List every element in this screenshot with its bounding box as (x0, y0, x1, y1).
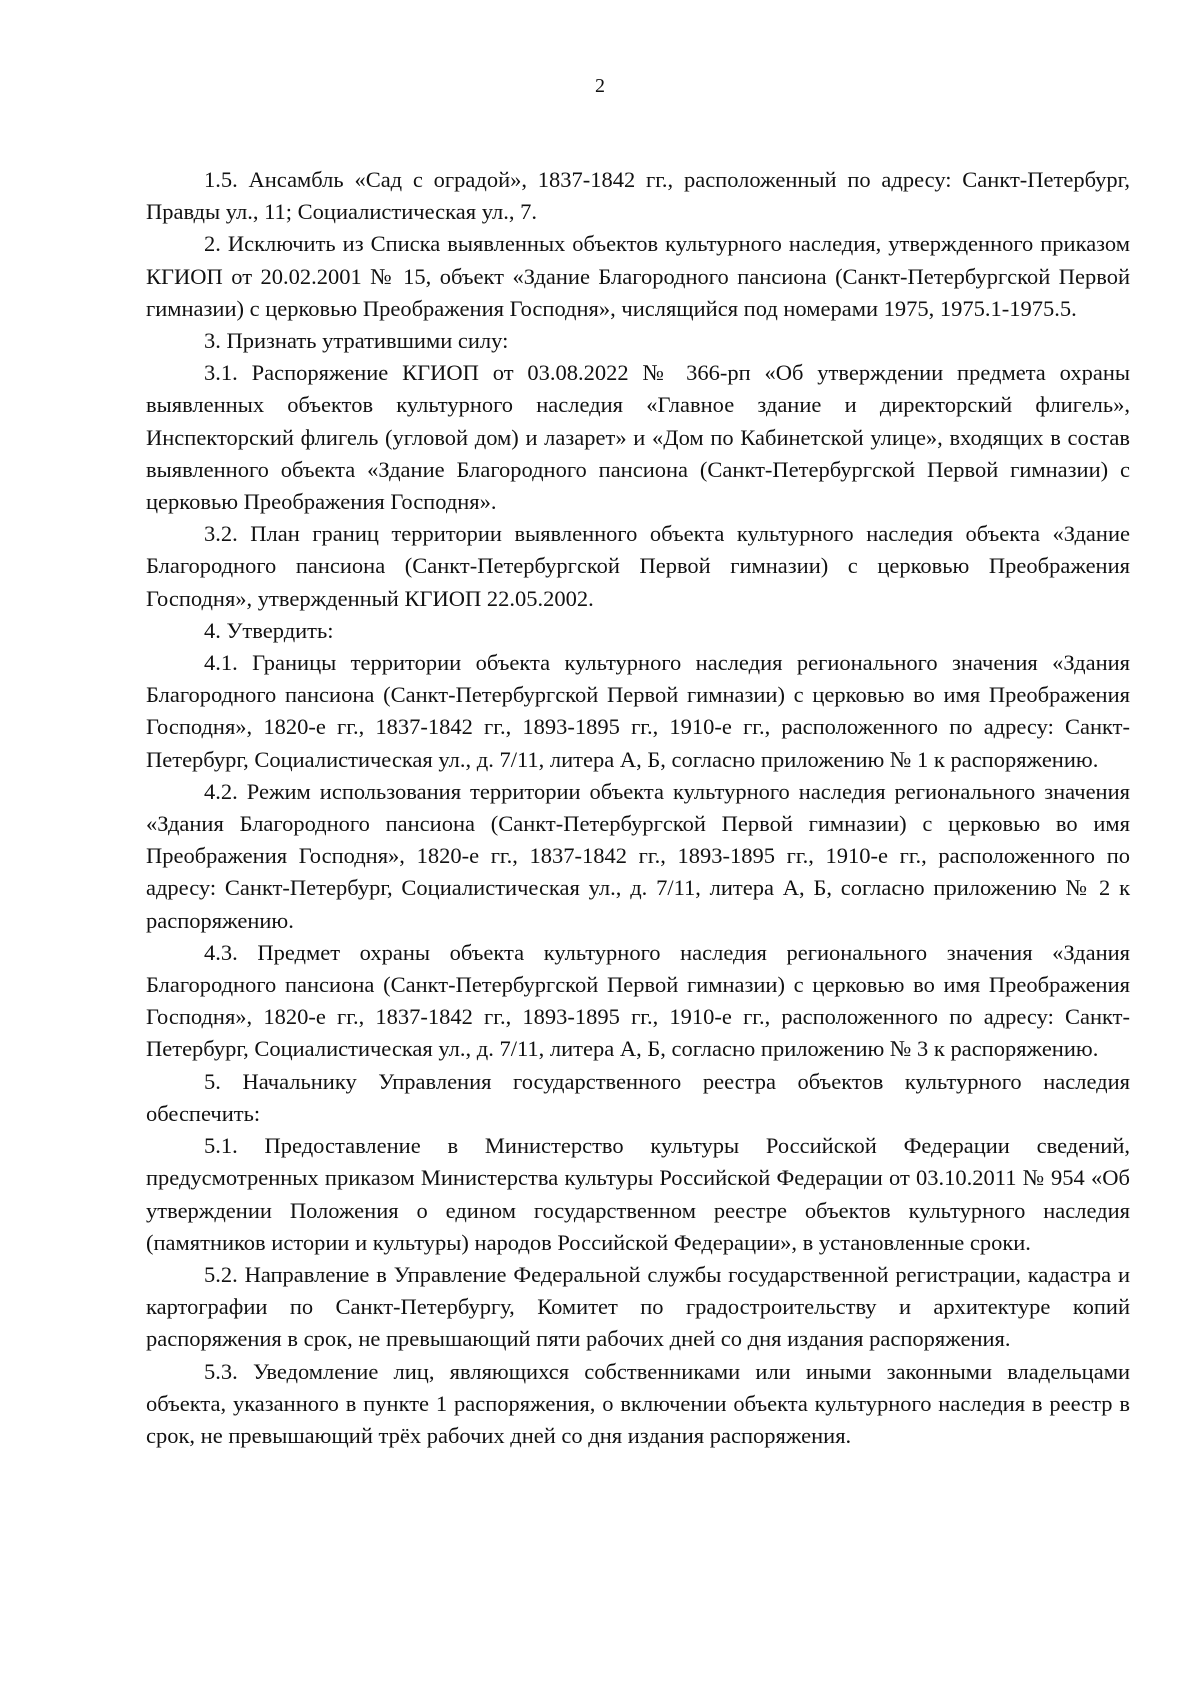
paragraph-3-2: 3.2. План границ территории выявленного объекта культурного наследия объекта «Здание Благородного пансиона (Санкт-Петербургской Первой гимназии) с церковью Преображения Господня», утвержденный КГИОП 22.05.2002. (146, 521, 1130, 611)
paragraph-5-2: 5.2. Направление в Управление Федеральной службы государственной регистрации, кадастра и картографии по Санкт-Петербургу, Комитет по градостроительству и архитектуре копий распоряжения в срок, не превышающий пяти рабочих дней со дня издания распоряжения. (146, 1261, 1130, 1352)
document-body (146, 164, 1130, 1452)
paragraph-5-1: 5.1. Предоставление в Министерство культуры Российской Федерации сведений, предусмотренных приказом Министерства культуры Российской Федерации от 03.10.2011 № 954 «Об утверждении Положения о едином государственном реестре объектов культурного наследия (памятников истории и культуры) народов Российской Федерации», в установленные сроки. (146, 1133, 1130, 1255)
paragraph-4-3: 4.3. Предмет охраны объекта культурного наследия регионального значения «Здания Благородного пансиона (Санкт-Петербургской Первой гимназии) с церковью во имя Преображения Господня», 1820-е гг., 1837-1842 гг., 1893-1895 гг., 1910-е гг., расположенного по адресу: Санкт-Петербург, Социалистическая ул., д. 7/11, литера А, Б, согласно приложению № 3 к распоряжению. (146, 939, 1130, 1062)
paragraph-3-1: 3.1. Распоряжение КГИОП от 03.08.2022 № 366-рп «Об утверждении предмета охраны выявленных объектов культурного наследия «Главное здание и директорский флигель», Инспекторский флигель (угловой дом) и лазарет» и «Дом по Кабинетской улице», входящих в состав выявленного объекта «Здание Благородного пансиона (Санкт-Петербургской Первой гимназии) с церковью Преображения Господня». (146, 360, 1130, 515)
paragraph-1-5: 1.5. Ансамбль «Сад с оградой», 1837-1842 гг., расположенный по адресу: Санкт-Петербург, Правды ул., 11; Социалистическая ул., 7. (146, 167, 1130, 225)
paragraph-5-3: 5.3. Уведомление лиц, являющихся собственниками или иными законными владельцами объекта, указанного в пункте 1 распоряжения, о включении объекта культурного наследия в реестр в срок, не превышающий трёх рабочих дней со дня издания распоряжения. (146, 1358, 1130, 1448)
paragraph-4-2: 4.2. Режим использования территории объекта культурного наследия регионального значения «Здания Благородного пансиона (Санкт-Петербургской Первой гимназии) с церковью во имя Преображения Господня», 1820-е гг., 1837-1842 гг., 1893-1895 гг., 1910-е гг., расположенного по адресу: Санкт-Петербург, Социалистическая ул., д. 7/11, литера А, Б, согласно приложению № 2 к распоряжению. (146, 778, 1130, 933)
page-number: 2 (595, 75, 605, 97)
paragraph-4-1: 4.1. Границы территории объекта культурного наследия регионального значения «Здания Благородного пансиона (Санкт-Петербургской Первой гимназии) с церковью во имя Преображения Господня», 1820-е гг., 1837-1842 гг., 1893-1895 гг., 1910-е гг., расположенного по адресу: Санкт-Петербург, Социалистическая ул., д. 7/11, литера А, Б, согласно приложению № 1 к распоряжению. (146, 650, 1130, 772)
paragraph-2: 2. Исключить из Списка выявленных объектов культурного наследия, утвержденного приказом КГИОП от 20.02.2001 № 15, объект «Здание Благородного пансиона (Санкт-Петербургской Первой гимназии) с церковью Преображения Господня», числящийся под номерами 1975, 1975.1-1975.5. (146, 231, 1130, 321)
paragraph-5: 5. Начальнику Управления государственного реестра объектов культурного наследия обеспечить: (146, 1068, 1130, 1126)
paragraph-3: 3. Признать утратившими силу: (204, 328, 509, 354)
paragraph-4: 4. Утвердить: (204, 617, 334, 643)
